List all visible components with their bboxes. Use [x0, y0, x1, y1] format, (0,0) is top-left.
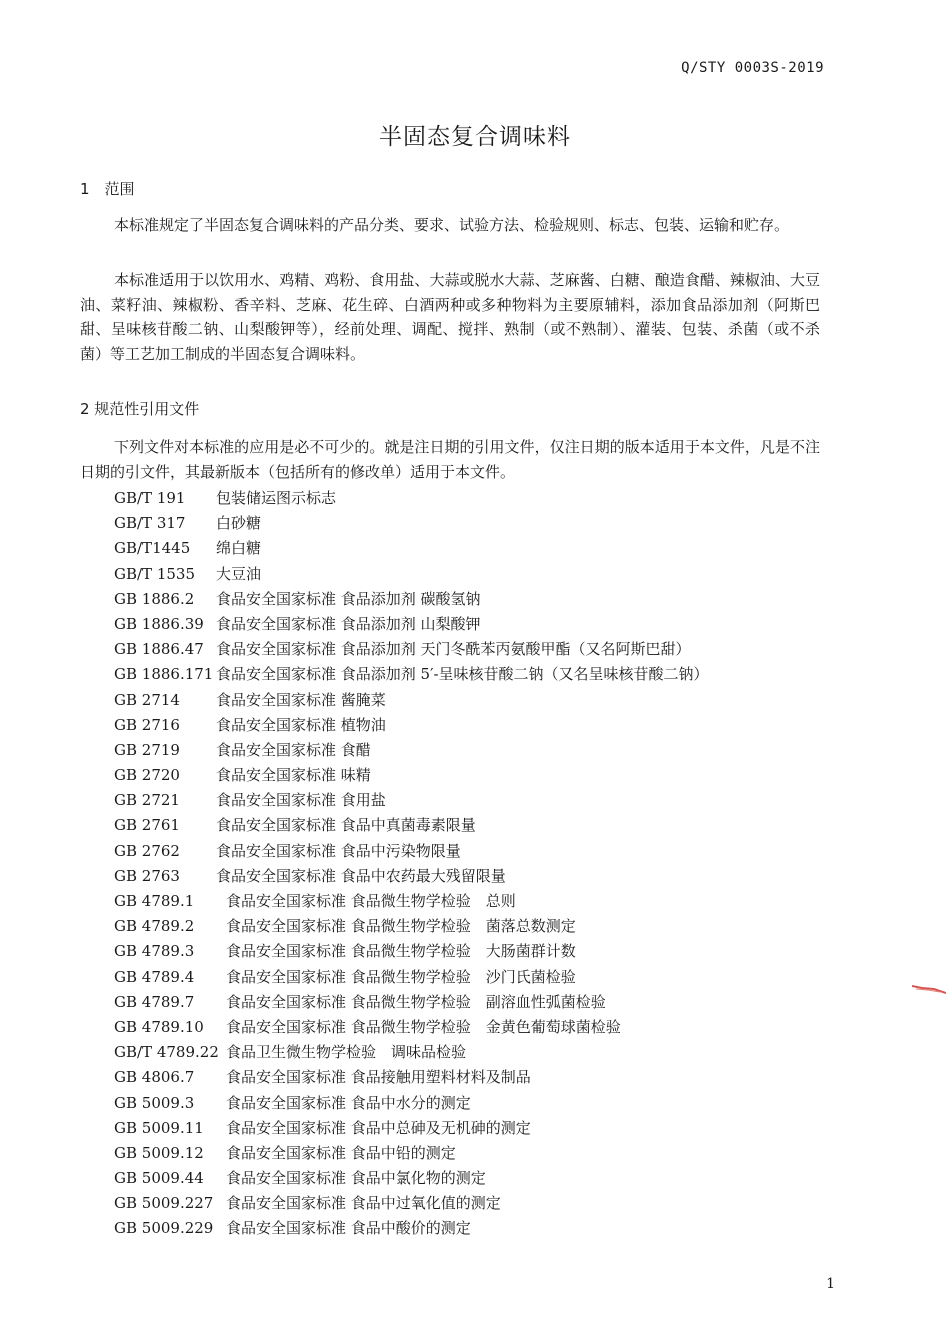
reference-code: GB 4789.7: [114, 992, 195, 1011]
reference-item: [114, 587, 709, 612]
page-number: 1: [826, 1276, 835, 1292]
reference-item: [114, 889, 709, 914]
reference-code: GB 4789.4: [114, 967, 195, 986]
reference-item: [114, 1040, 709, 1065]
reference-list: [114, 486, 709, 1242]
reference-code: GB 2761: [114, 816, 180, 835]
reference-item: [114, 662, 709, 687]
reference-title: 食品安全国家标准 食品中总砷及无机砷的测定: [226, 1118, 531, 1137]
reference-item: [114, 1015, 709, 1040]
reference-title: 食品安全国家标准 食品中铅的测定: [226, 1143, 456, 1162]
reference-item: [114, 562, 709, 587]
document-title: 半固态复合调味料: [379, 124, 571, 150]
reference-item: [114, 713, 709, 738]
reference-code: GB 2763: [114, 866, 180, 885]
reference-item: [114, 939, 709, 964]
reference-item: [114, 1116, 709, 1141]
reference-title: 食品安全国家标准 味精: [216, 766, 371, 785]
reference-code: GB/T 1535: [114, 564, 196, 583]
reference-code: GB/T 4789.22: [114, 1043, 219, 1062]
reference-title: 食品安全国家标准 食品微生物学检验 菌落总数测定: [226, 917, 576, 936]
reference-code: GB/T 191: [114, 489, 186, 507]
reference-code: GB 2716: [114, 715, 180, 734]
reference-code: GB 1886.39: [114, 614, 204, 633]
reference-item: [114, 511, 709, 536]
reference-title: 大豆油: [216, 564, 262, 583]
reference-code: GB 4789.2: [114, 917, 195, 936]
reference-code: GB 5009.229: [114, 1219, 214, 1238]
section-heading-normative-references: 2 规范性引用文件: [80, 400, 200, 418]
reference-title: 食品安全国家标准 食品中氯化物的测定: [226, 1169, 486, 1188]
reference-code: GB 4789.1: [114, 892, 195, 910]
reference-title: 食品安全国家标准 食品中农药最大残留限量: [216, 866, 506, 885]
reference-title: 食品安全国家标准 食醋: [216, 740, 371, 759]
reference-item: [114, 763, 709, 788]
reference-title: 食品安全国家标准 食品微生物学检验 大肠菌群计数: [226, 942, 576, 961]
scan-mark-graphic: [912, 982, 946, 994]
reference-code: GB 4806.7: [114, 1068, 195, 1087]
reference-title: 食品安全国家标准 食品中酸价的测定: [226, 1219, 471, 1238]
reference-item: [114, 1141, 709, 1166]
reference-title: 食品安全国家标准 食品微生物学检验 总则: [226, 892, 516, 910]
reference-code: GB 5009.11: [114, 1118, 204, 1137]
references-intro-paragraph: 下列文件对本标准的应用是必不可少的。就是注日期的引用文件，仅注日期的版本适用于本文件，凡是不注日期的引文件，其最新版本（包括所有的修改单）适用于本文件。: [80, 438, 820, 481]
reference-item: [114, 1166, 709, 1191]
reference-code: GB 1886.47: [114, 640, 204, 659]
reference-title: 食品安全国家标准 酱腌菜: [216, 690, 386, 709]
reference-code: GB 2720: [114, 766, 180, 785]
reference-code: GB 5009.227: [114, 1194, 214, 1213]
document-code: Q/STY 0003S-2019: [681, 60, 824, 76]
reference-item: [114, 788, 709, 813]
reference-code: GB 4789.10: [114, 1017, 204, 1036]
reference-code: GB 5009.12: [114, 1143, 204, 1162]
reference-item: [114, 990, 709, 1015]
reference-code: GB/T1445: [114, 539, 191, 558]
reference-item: [114, 1065, 709, 1090]
reference-code: GB 4789.3: [114, 942, 195, 961]
reference-code: GB 2714: [114, 690, 180, 709]
reference-code: GB 5009.3: [114, 1093, 195, 1112]
reference-title: 包装储运图示标志: [216, 489, 337, 507]
reference-title: 绵白糖: [216, 539, 262, 558]
reference-item: [114, 1191, 709, 1216]
reference-title: 食品安全国家标准 植物油: [216, 715, 386, 734]
reference-title: 食品卫生微生物学检验 调味品检验: [226, 1043, 467, 1062]
reference-item: [114, 536, 709, 561]
reference-item: [114, 965, 709, 990]
reference-title: 食品安全国家标准 食用盐: [216, 791, 386, 810]
reference-title: 食品安全国家标准 食品添加剂 碳酸氢钠: [216, 589, 481, 608]
reference-title: 食品安全国家标准 食品接触用塑料材料及制品: [226, 1068, 531, 1087]
reference-title: 食品安全国家标准 食品微生物学检验 副溶血性弧菌检验: [226, 992, 606, 1011]
section-heading-scope: 1 范围: [80, 180, 135, 198]
reference-code: GB 2721: [114, 791, 180, 810]
reference-title: 食品安全国家标准 食品添加剂 山梨酸钾: [216, 614, 481, 633]
reference-code: GB 1886.171: [114, 665, 214, 684]
reference-title: 食品安全国家标准 食品中真菌毒素限量: [216, 816, 476, 835]
reference-code: GB 2762: [114, 841, 180, 860]
reference-item: [114, 738, 709, 763]
reference-item: [114, 486, 709, 511]
reference-title: 食品安全国家标准 食品中水分的测定: [226, 1093, 471, 1112]
reference-item: [114, 839, 709, 864]
scope-paragraph-1: 本标准规定了半固态复合调味料的产品分类、要求、试验方法、检验规则、标志、包装、运输和贮存。: [114, 216, 790, 234]
reference-title: 食品安全国家标准 食品微生物学检验 沙门氏菌检验: [226, 967, 576, 986]
reference-code: GB 5009.44: [114, 1169, 204, 1188]
reference-code: GB/T 317: [114, 514, 186, 533]
reference-item: [114, 1216, 709, 1241]
reference-item: [114, 637, 709, 662]
reference-item: [114, 1091, 709, 1116]
scope-paragraph-2: 本标准适用于以饮用水、鸡精、鸡粉、食用盐、大蒜或脱水大蒜、芝麻酱、白糖、酿造食醋、辣椒油、大豆油、菜籽油、辣椒粉、香辛料、芝麻、花生碎、白酒两种或多种物料为主要原辅料，添加食品添加剂（阿斯巴甜、呈味核苷酸二钠、山梨酸钾等），经前处理、调配、搅拌、熟制（或不熟制）、灌装、包装、杀菌（或不杀菌）等工艺加工制成的半固态复合调味料。: [80, 271, 820, 363]
reference-title: 食品安全国家标准 食品中污染物限量: [216, 841, 461, 860]
reference-title: 食品安全国家标准 食品添加剂 天门冬酰苯丙氨酸甲酯（又名阿斯巴甜）: [216, 640, 691, 659]
reference-title: 白砂糖: [216, 514, 262, 533]
reference-item: [114, 864, 709, 889]
reference-title: 食品安全国家标准 食品中过氧化值的测定: [226, 1194, 501, 1213]
reference-title: 食品安全国家标准 食品微生物学检验 金黄色葡萄球菌检验: [226, 1017, 621, 1036]
reference-code: GB 2719: [114, 740, 180, 759]
reference-item: [114, 688, 709, 713]
reference-item: [114, 612, 709, 637]
reference-item: [114, 914, 709, 939]
reference-code: GB 1886.2: [114, 589, 195, 608]
reference-title: 食品安全国家标准 食品添加剂 5′-呈味核苷酸二钠（又名呈味核苷酸二钠）: [216, 665, 709, 684]
reference-item: [114, 813, 709, 838]
